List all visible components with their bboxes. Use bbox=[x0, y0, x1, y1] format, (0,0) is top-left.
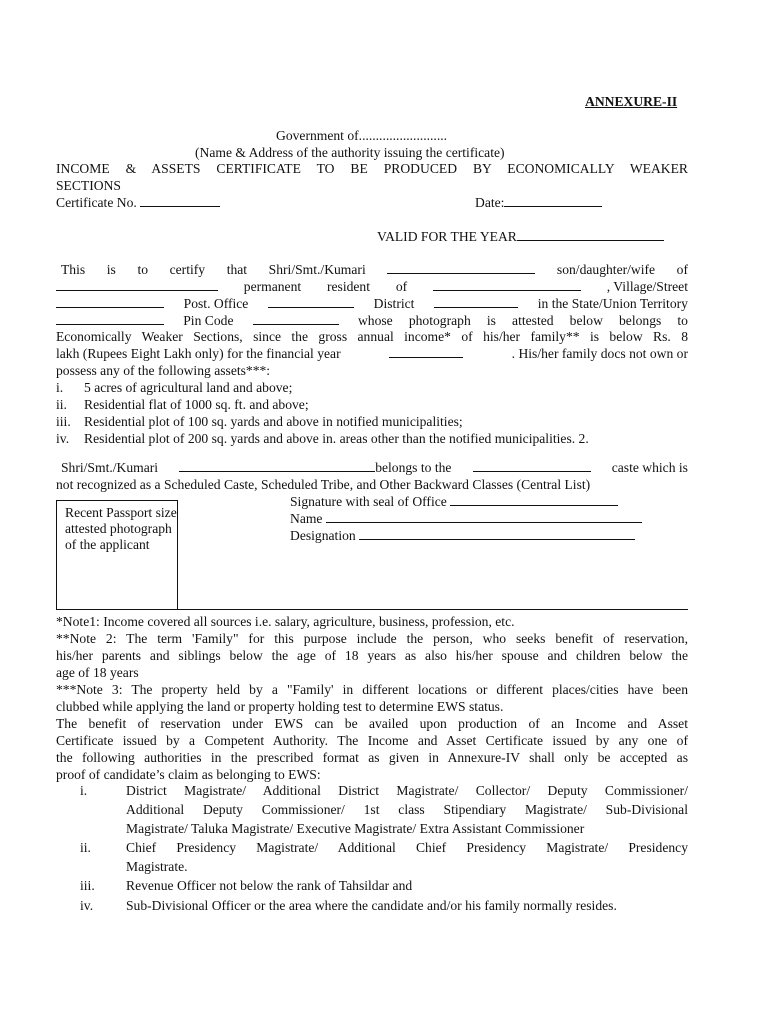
note-3-line1: ***Note 3: The property held by a "Family' in different locations or different places/cities have been bbox=[56, 682, 688, 697]
certify-line-4: Pin Code whose photograph is attested below belongs to bbox=[56, 312, 688, 329]
benefit-line1: The benefit of reservation under EWS can be availed upon production of an Income and Asset bbox=[56, 716, 688, 731]
authority-num: iii. bbox=[80, 878, 95, 893]
designation-label: Designation bbox=[290, 527, 635, 544]
state-field[interactable] bbox=[56, 312, 164, 325]
residence-field[interactable] bbox=[433, 278, 581, 291]
note-2-line3: age of 18 years bbox=[56, 665, 139, 680]
note-2-line2: his/her parents and siblings below the age of 18 years as also his/her spouse and children below the bbox=[56, 648, 688, 663]
asset-item: iii. Residential plot of 100 sq. yards and above in notified municipalities; bbox=[56, 414, 463, 429]
certificate-title-line1: INCOME & ASSETS CERTIFICATE TO BE PRODUCED BY ECONOMICALLY WEAKER bbox=[56, 161, 688, 176]
date-field[interactable] bbox=[504, 194, 602, 207]
asset-item: iv. Residential plot of 200 sq. yards and above in. areas other than the notified municipalities. 2. bbox=[56, 431, 589, 446]
certificate-no-field[interactable] bbox=[140, 194, 220, 207]
signature-field[interactable] bbox=[450, 493, 618, 506]
authority-num: iv. bbox=[80, 898, 94, 913]
annexure-heading: ANNEXURE-II bbox=[585, 94, 678, 109]
certify-line-3: Post. Office District in the State/Union Territory bbox=[56, 295, 688, 312]
note-2-line1: **Note 2: The term 'Family" for this purpose include the person, who seeks benefit of reservation, bbox=[56, 631, 688, 646]
note-1: *Note1: Income covered all sources i.e. salary, agriculture, business, profession, etc. bbox=[56, 614, 515, 629]
valid-year-label: VALID FOR THE YEAR bbox=[377, 228, 664, 245]
authority-note: (Name & Address of the authority issuing the certificate) bbox=[195, 145, 505, 160]
authority-line: Sub-Divisional Officer or the area where the candidate and/or his family normally resides. bbox=[126, 898, 617, 913]
post-office-field[interactable] bbox=[268, 295, 354, 308]
designation-field[interactable] bbox=[359, 527, 635, 540]
authority-num: ii. bbox=[80, 840, 91, 855]
asset-item: ii. Residential flat of 1000 sq. ft. and above; bbox=[56, 397, 309, 412]
pin-code-field[interactable] bbox=[253, 312, 339, 325]
authority-line: Additional Deputy Commissioner/ 1st class Stipendiary Magistrate/ Sub-Divisional bbox=[126, 802, 688, 817]
photo-box bbox=[56, 500, 178, 610]
caste-line-2: not recognized as a Scheduled Caste, Scheduled Tribe, and Other Backward Classes (Central List) bbox=[56, 477, 591, 492]
authority-line: District Magistrate/ Additional District Magistrate/ Collector/ Deputy Commissioner/ bbox=[126, 783, 688, 798]
caste-name-field[interactable] bbox=[179, 459, 375, 472]
authority-num: i. bbox=[80, 783, 88, 798]
government-line: Government of.......................... bbox=[276, 128, 448, 143]
certify-line-2: permanent resident of , Village/Street bbox=[56, 278, 688, 295]
village-field[interactable] bbox=[56, 295, 164, 308]
authority-line: Magistrate/ Taluka Magistrate/ Executive Magistrate/ Extra Assistant Commissioner bbox=[126, 821, 585, 836]
signature-label: Signature with seal of Office bbox=[290, 493, 618, 510]
authority-line: Magistrate. bbox=[126, 859, 188, 874]
name-field[interactable] bbox=[326, 510, 642, 523]
relative-name-field[interactable] bbox=[56, 278, 218, 291]
certify-line-1: This is to certify that Shri/Smt./Kumari son/daughter/wife of bbox=[61, 262, 688, 277]
valid-year-field[interactable] bbox=[517, 228, 664, 241]
authority-line: Revenue Officer not below the rank of Tahsildar and bbox=[126, 878, 413, 893]
applicant-name-field[interactable] bbox=[387, 261, 535, 274]
certify-line-7: possess any of the following assets***: bbox=[56, 363, 271, 378]
benefit-line2: Certificate issued by a Competent Authority. The Income and Asset Certificate issued by any one of bbox=[56, 733, 688, 748]
district-field[interactable] bbox=[434, 295, 518, 308]
date-label: Date: bbox=[475, 194, 602, 211]
note-3-line2: clubbed while applying the land or property holding test to determine EWS status. bbox=[56, 699, 504, 714]
benefit-line4: proof of candidate’s claim as belonging to EWS: bbox=[56, 767, 321, 782]
authority-line: Chief Presidency Magistrate/ Additional Chief Presidency Magistrate/ Presidency bbox=[126, 840, 688, 855]
caste-field[interactable] bbox=[473, 459, 591, 472]
benefit-line3: the following authorities in the prescribed format as given in Annexure-IV shall only be accepted as bbox=[56, 750, 688, 765]
certify-line-5: Economically Weaker Sections, since the gross annual income* of his/her family** is below Rs. 8 bbox=[56, 329, 688, 344]
asset-item: i. 5 acres of agricultural land and above; bbox=[56, 380, 293, 395]
photo-box-label: Recent Passport size attested photograph of the applicant bbox=[65, 505, 177, 552]
financial-year-field[interactable] bbox=[389, 345, 463, 358]
caste-line-1: Shri/Smt./Kumari belongs to the caste which is bbox=[61, 460, 688, 475]
photo-box-bottom-line bbox=[56, 609, 688, 610]
certificate-title-line2: SECTIONS bbox=[56, 178, 121, 193]
certificate-no-label: Certificate No. bbox=[56, 194, 220, 211]
name-label: Name bbox=[290, 510, 642, 527]
certify-line-6: lakh (Rupees Eight Lakh only) for the financial year . His/her family docs not own or bbox=[56, 346, 688, 361]
